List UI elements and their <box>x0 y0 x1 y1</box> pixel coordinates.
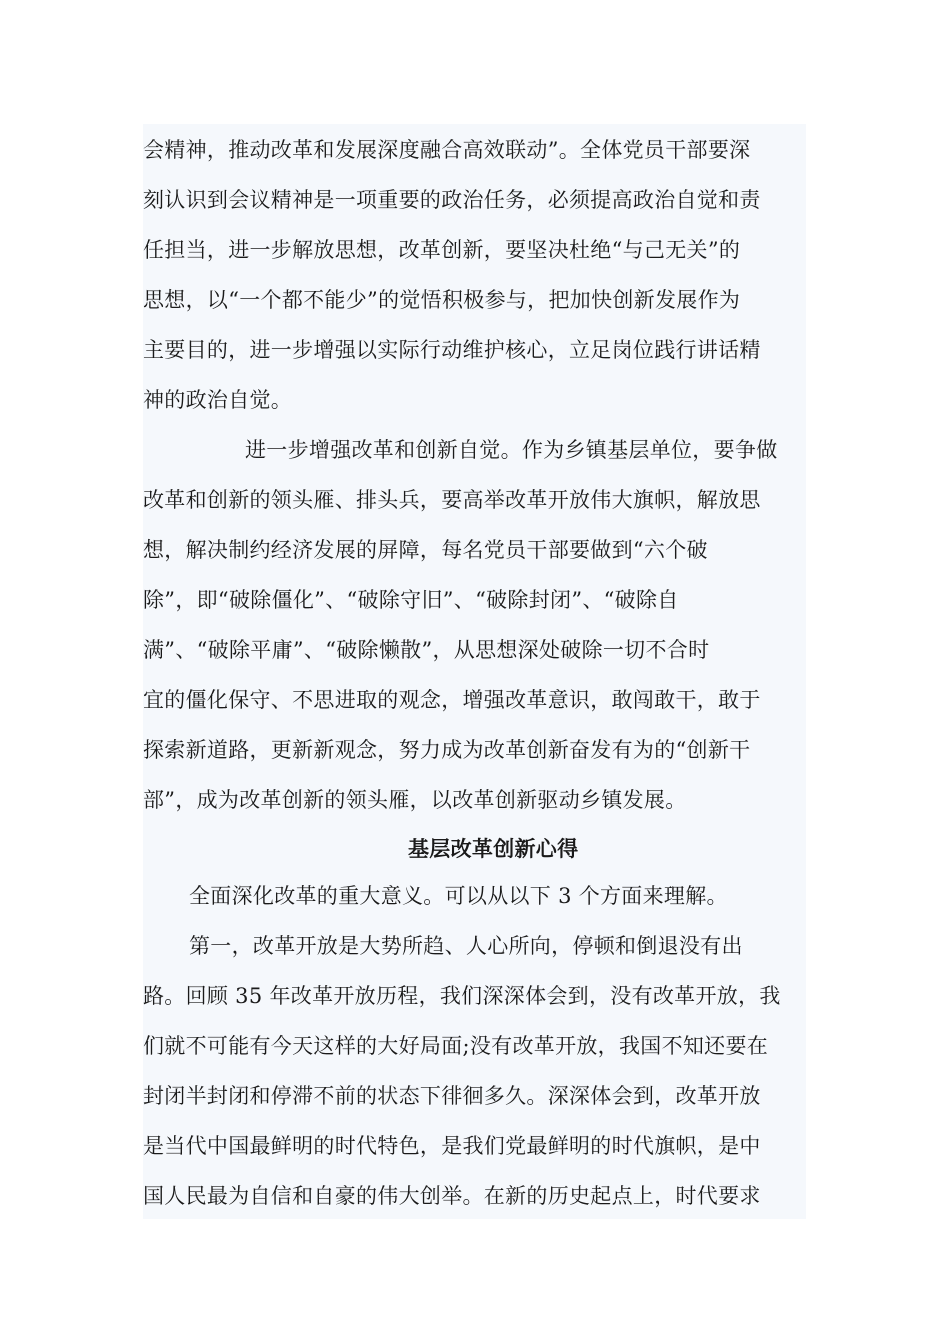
text-line: 会精神，推动改革和发展深度融合高效联动”。全体党员干部要深 <box>143 138 751 162</box>
paragraph-first-line: 全面深化改革的重大意义。可以从以下 3 个方面来理解。 <box>189 884 728 908</box>
text-line: 改革和创新的领头雁、排头兵，要高举改革开放伟大旗帜，解放思 <box>143 488 761 512</box>
document-text-block <box>143 124 806 1219</box>
text-line: 任担当，进一步解放思想，改革创新，要坚决杜绝“与己无关”的 <box>143 238 741 262</box>
text-line: 主要目的，进一步增强以实际行动维护核心，立足岗位践行讲话精 <box>143 338 761 362</box>
text-line: 想，解决制约经济发展的屏障，每名党员干部要做到“六个破 <box>143 538 708 562</box>
text-line: 是当代中国最鲜明的时代特色，是我们党最鲜明的时代旗帜，是中 <box>143 1134 761 1158</box>
text-line: 除”，即“破除僵化”、“破除守旧”、“破除封闭”、“破除自 <box>143 588 679 612</box>
text-line: 部”，成为改革创新的领头雁，以改革创新驱动乡镇发展。 <box>143 788 687 812</box>
paragraph-first-line: 进一步增强改革和创新自觉。作为乡镇基层单位，要争做 <box>245 438 778 462</box>
text-line: 探索新道路，更新新观念，努力成为改革创新奋发有为的“创新干 <box>143 738 751 762</box>
text-line: 满”、“破除平庸”、“破除懒散”，从思想深处破除一切不合时 <box>143 638 710 662</box>
text-line: 们就不可能有今天这样的大好局面;没有改革开放，我国不知还要在 <box>143 1034 769 1058</box>
text-line: 封闭半封闭和停滞不前的状态下徘徊多久。深深体会到，改革开放 <box>143 1084 761 1108</box>
text-line: 刻认识到会议精神是一项重要的政治任务，必须提高政治自觉和责 <box>143 188 761 212</box>
section-heading: 基层改革创新心得 <box>408 836 579 861</box>
text-line: 神的政治自觉。 <box>143 388 293 412</box>
text-line: 路。回顾 35 年改革开放历程，我们深深体会到，没有改革开放，我 <box>143 984 781 1008</box>
text-line: 宜的僵化保守、不思进取的观念，增强改革意识，敢闯敢干，敢于 <box>143 688 761 712</box>
text-line: 思想，以“一个都不能少”的觉悟积极参与，把加快创新发展作为 <box>143 288 741 312</box>
paragraph-first-line: 第一，改革开放是大势所趋、人心所向，停顿和倒退没有出 <box>189 934 743 958</box>
text-line: 国人民最为自信和自豪的伟大创举。在新的历史起点上，时代要求 <box>143 1184 761 1208</box>
